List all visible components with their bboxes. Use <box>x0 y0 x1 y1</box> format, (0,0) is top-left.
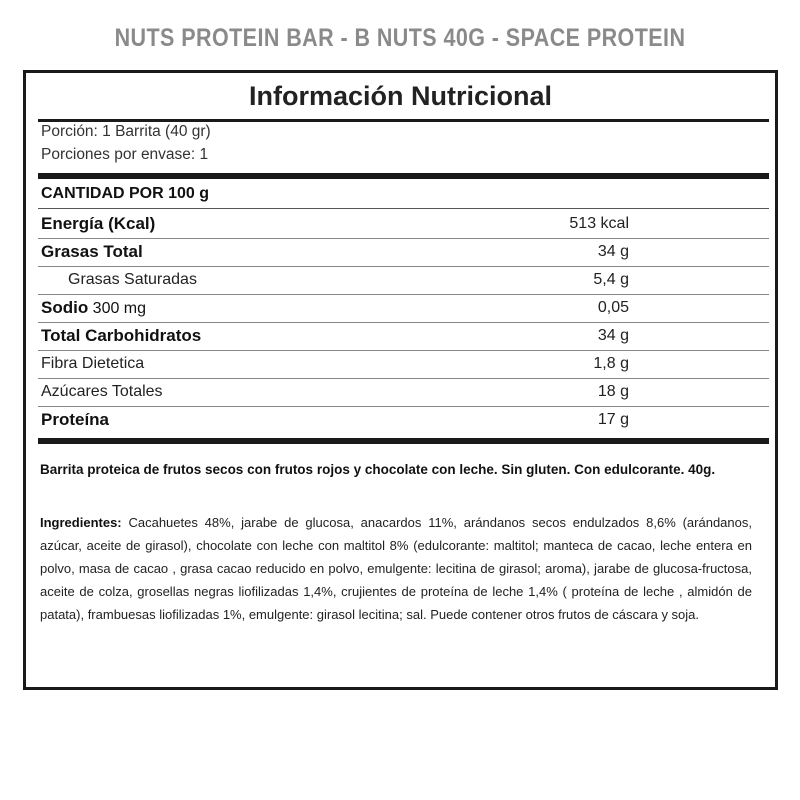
product-description: Barrita proteica de frutos secos con frutos rojos y chocolate con leche. Sin gluten. Con edulcorante. 40g. <box>40 462 716 477</box>
panel-heading: Información Nutricional <box>248 81 553 111</box>
product-title: NUTS PROTEIN BAR - B NUTS 40G - SPACE PROTEIN <box>114 24 686 52</box>
nutrient-value: 17 g <box>597 411 629 428</box>
nutrient-value: 1,8 g <box>593 355 629 372</box>
servings-per-container: Porciones por envase: 1 <box>41 146 209 163</box>
section-divider-top <box>38 173 769 179</box>
heading-divider <box>38 119 769 122</box>
nutrient-value: 18 g <box>597 383 629 400</box>
nutrient-row <box>38 379 769 407</box>
nutrient-row <box>38 351 769 379</box>
per-amount-divider <box>38 208 769 209</box>
nutrient-label-text: Fibra Dietetica <box>41 355 145 372</box>
ingredients-label: Ingredientes: <box>40 515 122 530</box>
nutrient-label <box>41 326 201 346</box>
section-divider-bottom <box>38 438 769 444</box>
nutrient-value: 0,05 <box>597 299 629 316</box>
nutrient-label <box>68 271 197 289</box>
nutrient-row <box>38 239 769 267</box>
nutrient-label-extra: 300 mg <box>88 300 147 317</box>
ingredients-block <box>40 511 752 626</box>
nutrient-value: 513 kcal <box>569 215 629 232</box>
per-amount-label: CANTIDAD POR 100 g <box>41 185 210 202</box>
nutrient-label-text: Sodio <box>41 298 89 317</box>
nutrient-table <box>38 211 769 434</box>
nutrient-row <box>38 267 769 295</box>
serving-size: Porción: 1 Barrita (40 gr) <box>41 123 211 140</box>
nutrient-row <box>38 323 769 351</box>
nutrient-label-text: Grasas Saturadas <box>68 271 197 288</box>
nutrient-label <box>41 383 163 401</box>
nutrient-value: 34 g <box>597 327 629 344</box>
nutrient-row <box>38 211 769 239</box>
nutrient-label <box>41 410 109 430</box>
nutrient-value: 34 g <box>597 243 629 260</box>
nutrient-label-text: Energía (Kcal) <box>41 214 156 233</box>
nutrient-value: 5,4 g <box>593 271 629 288</box>
nutrient-label-text: Grasas Total <box>41 242 143 261</box>
nutrient-label-text: Total Carbohidratos <box>41 326 202 345</box>
nutrient-row <box>38 407 769 434</box>
nutrient-label <box>41 355 144 373</box>
nutrient-label <box>41 242 143 262</box>
nutrient-row <box>38 295 769 323</box>
ingredients-text: Cacahuetes 48%, jarabe de glucosa, anacardos 11%, arándanos secos endulzados 8,6% (arándanos, azúcar, aceite de girasol), chocolate con leche con maltitol 8% (edulcorante: maltitol; manteca de cacao, leche entera en polvo, masa de cacao , grasa cacao reducido en polvo, emulgente: lecitina de girasol; aroma), jarabe de glucosa-fructosa, aceite de colza, grosellas negras liofilizadas 1,4%, crujientes de proteína de leche 1,4% ( proteína de leche , almidón de patata), frambuesas liofilizadas 1%, emulgente: girasol lecitina; sal. Puede contener otros frutos de cáscara y soja. <box>40 515 752 622</box>
nutrient-label <box>41 298 146 318</box>
nutrient-label <box>41 214 155 234</box>
nutrition-facts-panel <box>23 70 778 690</box>
nutrient-label-text: Proteína <box>41 410 110 429</box>
nutrient-label-text: Azúcares Totales <box>41 383 163 400</box>
